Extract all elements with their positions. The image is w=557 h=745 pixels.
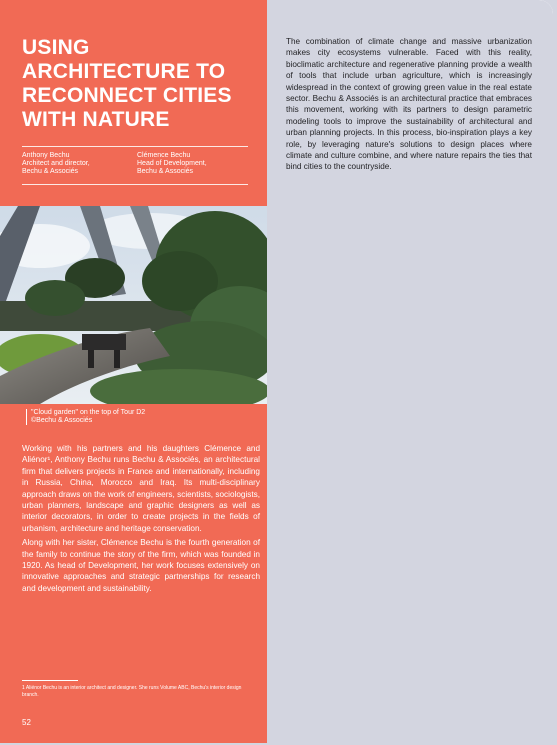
photo-caption-line1: "Cloud garden" on the top of Tour D2	[31, 409, 146, 416]
footnote-rule	[22, 680, 78, 681]
footnote: 1 Aliénor Bechu is an interior architect and designer. She runs Volume ABC, Bechu's interior design branch.	[22, 685, 242, 698]
intro-paragraph: The combination of climate change and massive urbanization makes city ecosystems vulnerable. Faced with this reality, bioclimatic architecture and regenerative planning provide a wealth of tools that include urban agriculture, which is increasingly widespread in the context of growing green value in the real estate sector. Bechu & Associés is an architectural practice that embraces this movement, working with its partners to design parametric modeling tools to improve the sustainability of architectural and urban planning projects. In this process, bio-inspiration plays a key role, by leveraging nature's solutions to design places where climate and culture combine, and where nature repairs the ties that bind cities to the countryside.	[286, 37, 532, 172]
authors-rule	[22, 184, 248, 185]
left-column	[0, 0, 267, 743]
photo-caption	[26, 409, 145, 425]
article-title: USING ARCHITECTURE TO RECONNECT CITIES WITH NATURE	[22, 36, 232, 131]
author-1	[22, 152, 90, 176]
cloud-garden-photo	[0, 206, 267, 404]
title-rule	[22, 146, 248, 147]
author-2	[137, 152, 207, 176]
author-1-org: Bechu & Associés	[22, 168, 79, 175]
author-2-role: Head of Development,	[137, 160, 207, 167]
author-2-org: Bechu & Associés	[137, 168, 194, 175]
bio-paragraph-2: Along with her sister, Clémence Bechu is the fourth generation of the family to continue the story of the firm, which was founded in 1920. As head of Development, her work focuses extensively on innovative approaches and strategic partnerships for research and development and sustainability.	[22, 538, 260, 593]
author-2-name: Clémence Bechu	[137, 152, 191, 159]
author-1-name: Anthony Bechu	[22, 152, 70, 159]
authors-bio	[22, 443, 260, 597]
photo-caption-line2: ©Bechu & Associés	[31, 417, 93, 424]
bio-paragraph-1: Working with his partners and his daughters Clémence and Aliénor¹, Anthony Bechu runs Bechu & Associés, an architectural firm that delivers projects in France and internationally, including in Russia, China, Morocco and Iraq. Its multi-disciplinary approach draws on the work of engineers, scientists, sociologists, urban planners, landscape and graphic designers as well as interior decorators, in order to create projects in the fields of urbanism, architecture and heritage conservation.	[22, 444, 260, 533]
page-number: 52	[22, 718, 31, 727]
author-1-role: Architect and director,	[22, 160, 90, 167]
garden-photo-illustration	[0, 206, 267, 404]
